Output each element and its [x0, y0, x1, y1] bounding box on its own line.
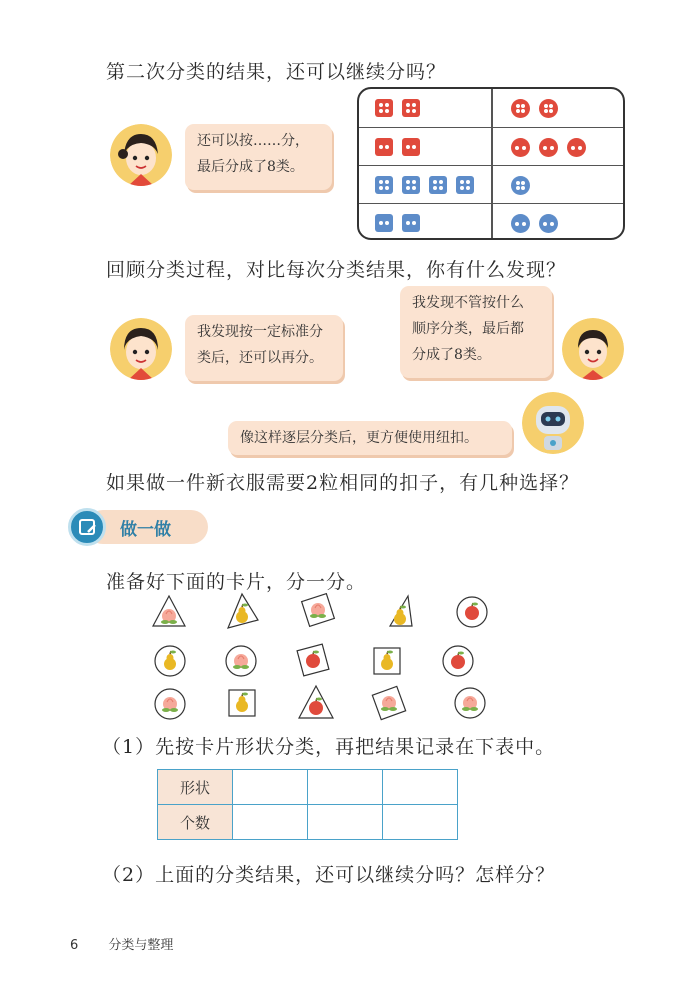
question-2: 回顾分类过程，对比每次分类结果，你有什么发现？ — [106, 259, 567, 281]
page-number: 6 — [70, 938, 79, 953]
circle-card-peach — [455, 688, 485, 718]
triangle-card-pear — [228, 594, 258, 628]
circle-card-peach — [226, 646, 256, 676]
blank-cell[interactable] — [308, 770, 383, 805]
question-1: 第二次分类的结果，还可以继续分吗？ — [106, 61, 447, 83]
blank-cell[interactable] — [233, 770, 308, 805]
section-label: 做一做 — [120, 520, 171, 540]
table-row — [359, 165, 623, 204]
bubble-line: 顺序分类，最后都 — [412, 321, 524, 337]
robot-speech-bubble — [228, 421, 512, 455]
bubble-line: 类后，还可以再分。 — [197, 350, 323, 366]
shape-header: 形状 — [158, 770, 233, 805]
red-round-button-icon — [539, 99, 558, 118]
red-square-button-icon — [375, 99, 393, 117]
count-header: 个数 — [158, 805, 233, 840]
table-row — [158, 770, 458, 805]
square-card-peach — [372, 686, 405, 719]
section-header — [68, 508, 208, 546]
bubble-line: 最后分成了8类。 — [197, 159, 304, 175]
blank-cell[interactable] — [383, 770, 458, 805]
red-round-button-icon — [511, 138, 530, 157]
page-footer — [70, 934, 173, 953]
bubble-line: 分成了8类。 — [412, 347, 491, 363]
blue-square-button-icon — [456, 176, 474, 194]
square-card-peach — [302, 594, 335, 627]
blue-square-button-icon — [375, 176, 393, 194]
red-round-button-icon — [539, 138, 558, 157]
blue-square-button-icon — [402, 176, 420, 194]
table-row — [359, 127, 623, 166]
cards-grid — [150, 592, 490, 722]
bubble-line: 像这样逐层分类后，更方便使用纽扣。 — [240, 430, 478, 446]
red-round-button-icon — [511, 99, 530, 118]
square-card-pear — [229, 690, 255, 716]
circle-card-apple — [443, 646, 473, 676]
circle-card-pear — [155, 646, 185, 676]
triangle-card-apple — [299, 686, 333, 718]
girl-avatar — [110, 318, 172, 380]
circle-card-apple — [457, 597, 487, 627]
table-row — [158, 805, 458, 840]
red-square-button-icon — [402, 138, 420, 156]
record-table — [157, 769, 458, 840]
circle-card-peach — [155, 689, 185, 719]
boy-avatar — [562, 318, 624, 380]
square-card-apple — [297, 644, 329, 676]
instruction: 准备好下面的卡片，分一分。 — [106, 571, 367, 593]
girl-speech-bubble — [185, 124, 332, 190]
robot-avatar — [522, 392, 584, 454]
red-round-button-icon — [567, 138, 586, 157]
task-2: （2）上面的分类结果，还可以继续分吗？怎样分？ — [102, 864, 556, 886]
red-square-button-icon — [375, 138, 393, 156]
blue-square-button-icon — [429, 176, 447, 194]
triangle-card-peach — [153, 596, 185, 626]
bubble-line: 还可以按……分， — [197, 133, 309, 149]
blue-round-button-icon — [511, 176, 530, 195]
girl-speech-bubble — [185, 315, 343, 381]
blank-cell[interactable] — [383, 805, 458, 840]
task-1: （1）先按卡片形状分类，再把结果记录在下表中。 — [102, 736, 556, 758]
girl-avatar — [110, 124, 172, 186]
table-row — [359, 203, 623, 240]
pencil-icon — [68, 508, 106, 546]
bubble-line: 我发现按一定标准分 — [197, 324, 323, 340]
table-row — [359, 89, 623, 127]
bubble-line: 我发现不管按什么 — [412, 295, 524, 311]
square-card-pear — [374, 648, 400, 674]
blank-cell[interactable] — [233, 805, 308, 840]
chapter-title: 分类与整理 — [108, 938, 174, 953]
red-square-button-icon — [402, 99, 420, 117]
button-classification-table — [357, 87, 625, 240]
boy-speech-bubble — [400, 286, 552, 378]
blue-round-button-icon — [539, 214, 558, 233]
blank-cell[interactable] — [308, 805, 383, 840]
blue-square-button-icon — [375, 214, 393, 232]
question-3: 如果做一件新衣服需要2粒相同的扣子，有几种选择？ — [106, 472, 580, 494]
blue-round-button-icon — [511, 214, 530, 233]
blue-square-button-icon — [402, 214, 420, 232]
triangle-card-pear — [390, 596, 412, 626]
